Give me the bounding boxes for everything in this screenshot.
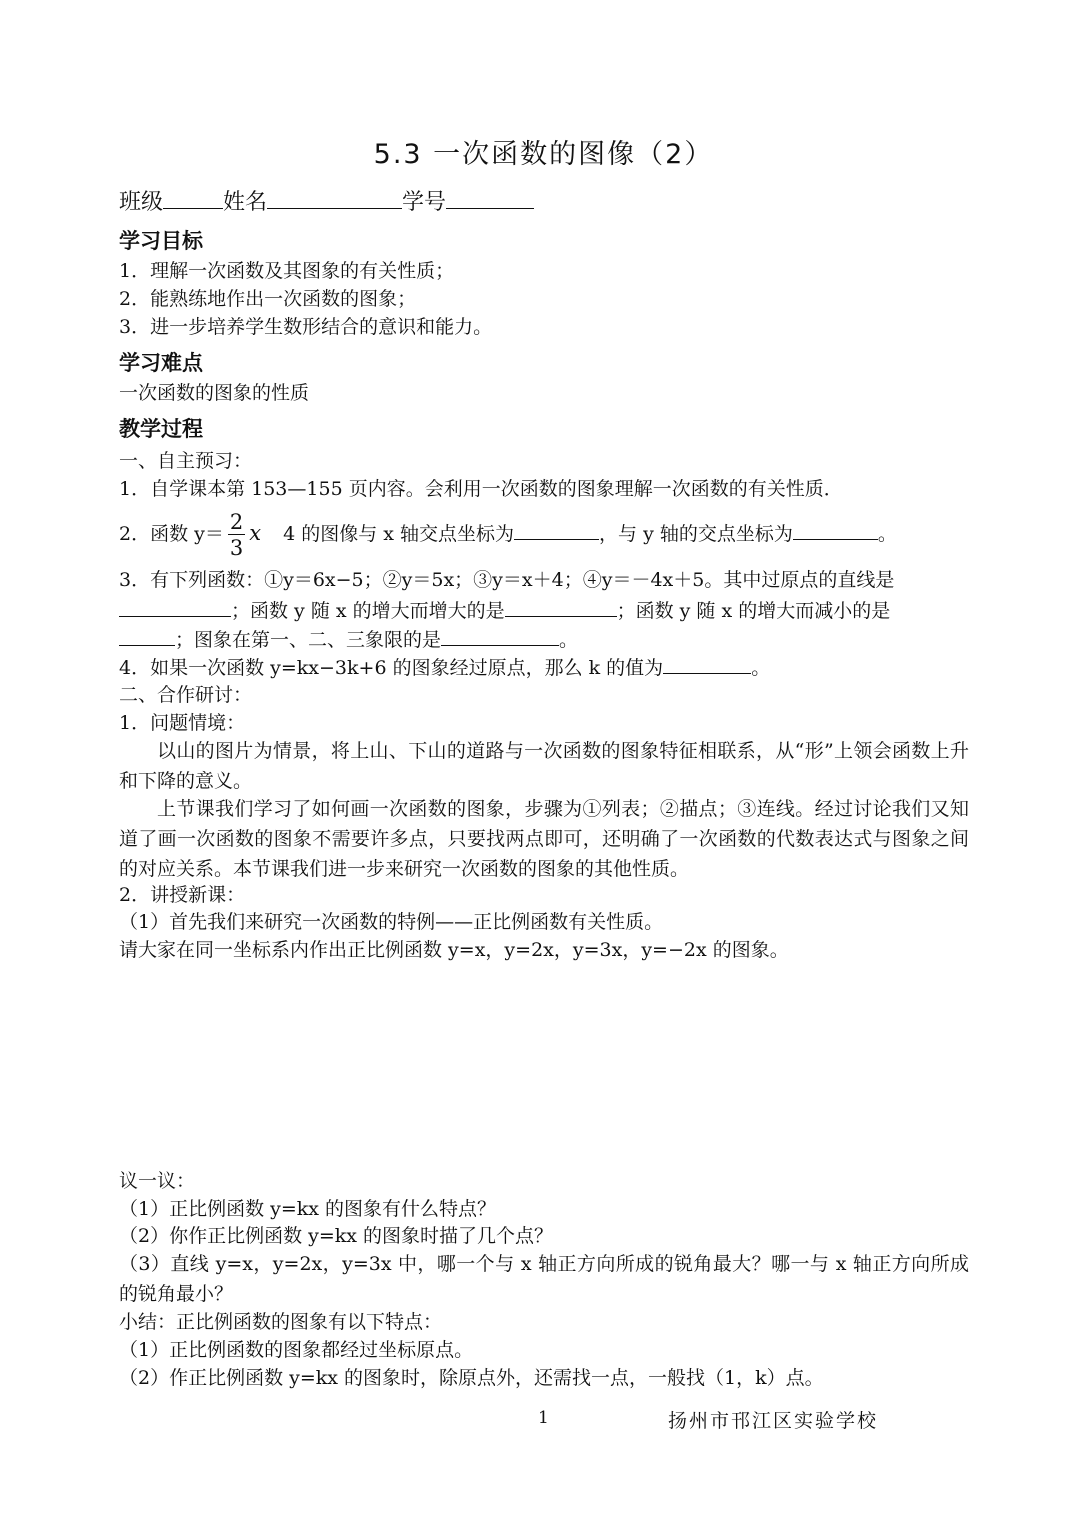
situation-title: 1．问题情境： bbox=[119, 712, 246, 734]
summary-point-2: （2）作正比例函数 y=kx 的图象时，除原点外，还需找一点，一般找（1，k）点。 bbox=[119, 1367, 824, 1389]
goal-item-2: 2．能熟练地作出一次函数的图象； bbox=[119, 288, 417, 310]
discuss-question-3: （3）直线 y=x，y=2x，y=3x 中，哪一个与 x 轴正方向所成的锐角最大？哪一与 x 轴正方向所成的锐角最小？ bbox=[119, 1253, 969, 1305]
preview-item-3-line-3: ；图象在第一、二、三象限的是 。 bbox=[119, 625, 578, 653]
review-text: 上节课我们学习了如何画一次函数的图象，步骤为①列表；②描点；③连线。经过讨论我们又知道了画一次函数的图象不需要许多点，只要找两点即可，还明确了一次函数的代数表达式与图象之间的对应关系。本节课我们进一步来研究一次函数的图象的其他性质。 bbox=[119, 798, 969, 880]
discuss-title: 议一议： bbox=[119, 1170, 196, 1192]
preview-item-3-line-2: ；函数 y 随 x 的增大而增大的是 ；函数 y 随 x 的增大而减小的是 bbox=[119, 596, 890, 624]
class-label: 班级 bbox=[119, 190, 164, 215]
name-label: 姓名 bbox=[223, 190, 268, 215]
difficulty-heading: 学习难点 bbox=[119, 351, 203, 375]
preview-item-1: 1．自学课本第 153—155 页内容。会利用一次函数的图象理解一次函数的有关性质． bbox=[119, 478, 843, 500]
page-number: 1 bbox=[538, 1408, 549, 1428]
x-intercept-blank[interactable] bbox=[514, 519, 599, 540]
y-intercept-blank[interactable] bbox=[793, 519, 878, 540]
new-lesson-title: 2．讲授新课： bbox=[119, 884, 246, 906]
k-value-blank[interactable] bbox=[663, 653, 751, 674]
school-name: 扬州市邗江区实验学校 bbox=[668, 1410, 879, 1432]
number-label: 学号 bbox=[402, 190, 447, 215]
new-lesson-item-1: （1）首先我们来研究一次函数的特例——正比例函数有关性质。 bbox=[119, 911, 664, 933]
fraction-two-thirds: $\frac{2}{3}$ bbox=[229, 509, 244, 560]
goal-item-3: 3．进一步培养学生数形结合的意识和能力。 bbox=[119, 316, 493, 338]
number-blank[interactable] bbox=[446, 188, 534, 209]
preview-item-2: 2．函数 y＝ $\frac{2}{3}$ x 4 的图像与 x 轴交点坐标为 ，与 y 轴的交点坐标为 。 bbox=[119, 509, 897, 560]
process-heading: 教学过程 bbox=[119, 417, 203, 441]
increasing-blank[interactable] bbox=[505, 596, 617, 617]
new-lesson-item-2: 请大家在同一坐标系内作出正比例函数 y=x，y=2x，y=3x，y=−2x 的图象。 bbox=[119, 939, 789, 961]
discuss-question-2: （2）你作正比例函数 y=kx 的图象时描了几个点？ bbox=[119, 1225, 554, 1247]
preview-title: 一、自主预习： bbox=[119, 450, 253, 472]
goals-heading: 学习目标 bbox=[119, 229, 203, 253]
preview-item-3-line-1: 3．有下列函数：①y＝6x−5；②y＝5x；③y＝x＋4；④y＝－4x＋5。其中过原点的直线是 bbox=[119, 569, 895, 591]
class-blank[interactable] bbox=[163, 188, 223, 209]
page-title: 5.3 一次函数的图像（2） bbox=[373, 139, 714, 170]
goal-item-1: 1．理解一次函数及其图象的有关性质； bbox=[119, 260, 455, 282]
origin-lines-blank[interactable] bbox=[119, 596, 231, 617]
name-blank[interactable] bbox=[267, 188, 402, 209]
situation-text: 以山的图片为情景，将上山、下山的道路与一次函数的图象特征相联系，从“形”上领会函数上升和下降的意义。 bbox=[119, 740, 969, 792]
summary-title: 小结：正比例函数的图象有以下特点： bbox=[119, 1311, 443, 1333]
summary-point-1: （1）正比例函数的图象都经过坐标原点。 bbox=[119, 1339, 474, 1361]
preview-item-4: 4．如果一次函数 y=kx−3k+6 的图象经过原点，那么 k 的值为 。 bbox=[119, 653, 770, 681]
decreasing-blank[interactable] bbox=[119, 625, 175, 646]
student-info-line bbox=[119, 188, 534, 216]
discuss-question-1: （1）正比例函数 y=kx 的图象有什么特点？ bbox=[119, 1198, 497, 1220]
quadrant-blank[interactable] bbox=[441, 625, 559, 646]
difficulty-text: 一次函数的图象的性质 bbox=[119, 382, 310, 404]
coop-title: 二、合作研讨： bbox=[119, 684, 253, 706]
